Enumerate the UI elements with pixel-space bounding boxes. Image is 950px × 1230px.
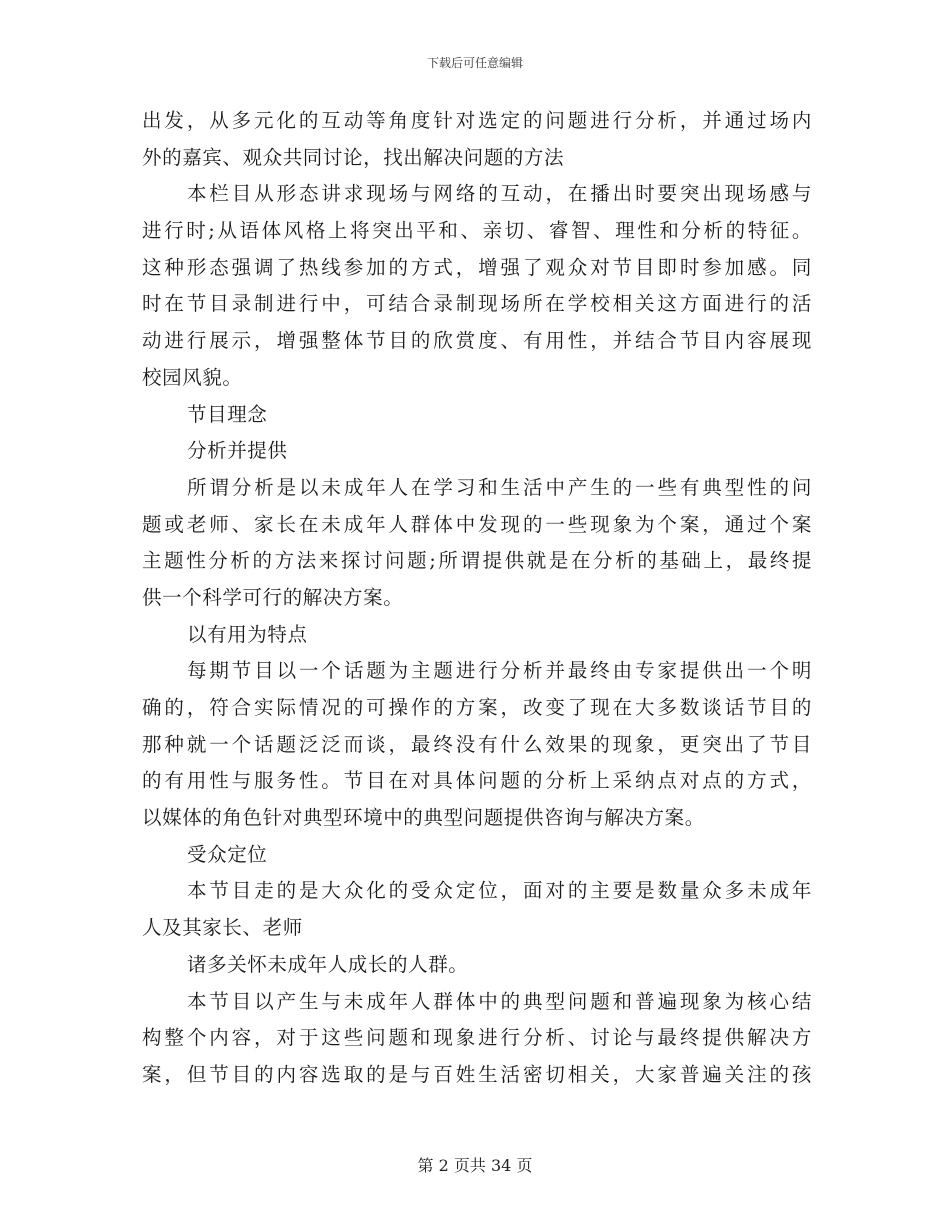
text-line: 题或老师、家长在未成年人群体中发现的一些现象为个案，通过个案 [142,512,812,536]
text-line: 动进行展示，增强整体节目的欣赏度、有用性，并结合节目内容展现 [142,329,812,353]
document-body [142,103,812,1094]
text-line: 人及其家长、老师 [142,916,303,940]
text-line: 所谓分析是以未成年人在学习和生活中产生的一些有典型性的问 [187,475,812,499]
text-line: 分析并提供 [187,439,288,463]
text-line: 主题性分析的方法来探讨问题;所谓提供就是在分析的基础上，最终提 [142,549,812,573]
text-line: 这种形态强调了热线参加的方式，增强了观众对节目即时参加感。同 [142,255,812,279]
text-line: 时在节目录制进行中，可结合录制现场所在学校相关这方面进行的活 [142,292,812,316]
text-line: 构整个内容，对于这些问题和现象进行分析、讨论与最终提供解决方 [142,1026,812,1050]
text-line: 节目理念 [187,402,268,426]
text-line: 校园风貌。 [142,365,243,389]
text-line: 出发，从多元化的互动等角度针对选定的问题进行分析，并通过场内 [142,109,812,132]
text-line: 本节目以产生与未成年人群体中的典型问题和普遍现象为核心结 [187,989,812,1013]
text-line: 以有用为特点 [187,622,308,646]
text-line: 的有用性与服务性。节目在对具体问题的分析上采纳点对点的方式， [142,769,812,793]
text-line: 每期节目以一个话题为主题进行分析并最终由专家提供出一个明 [187,659,812,683]
text-line: 案，但节目的内容选取的是与百姓生活密切相关，大家普遍关注的孩 [142,1062,812,1086]
page-number: 第 2 页共 34 页 [417,1156,533,1175]
text-line: 以媒体的角色针对典型环境中的典型问题提供咨询与解决方案。 [142,806,705,830]
text-line: 那种就一个话题泛泛而谈，最终没有什么效果的现象，更突出了节目 [142,732,812,756]
text-line: 进行时;从语体风格上将突出平和、亲切、睿智、理性和分析的特征。 [142,219,812,243]
text-line: 确的，符合实际情况的可操作的方案，改变了现在大多数谈话节目的 [142,696,812,719]
text-line: 诸多关怀未成年人成长的人群。 [187,952,469,976]
text-line: 本栏目从形态讲求现场与网络的互动，在播出时要突出现场感与 [187,182,812,206]
text-line: 外的嘉宾、观众共同讨论，找出解决问题的方法 [142,145,565,169]
text-line: 本节目走的是大众化的受众定位，面对的主要是数量众多未成年 [187,879,812,903]
page-header: 下载后可任意编辑 [426,56,523,70]
text-line: 供一个科学可行的解决方案。 [142,585,404,609]
text-line: 受众定位 [187,842,268,866]
